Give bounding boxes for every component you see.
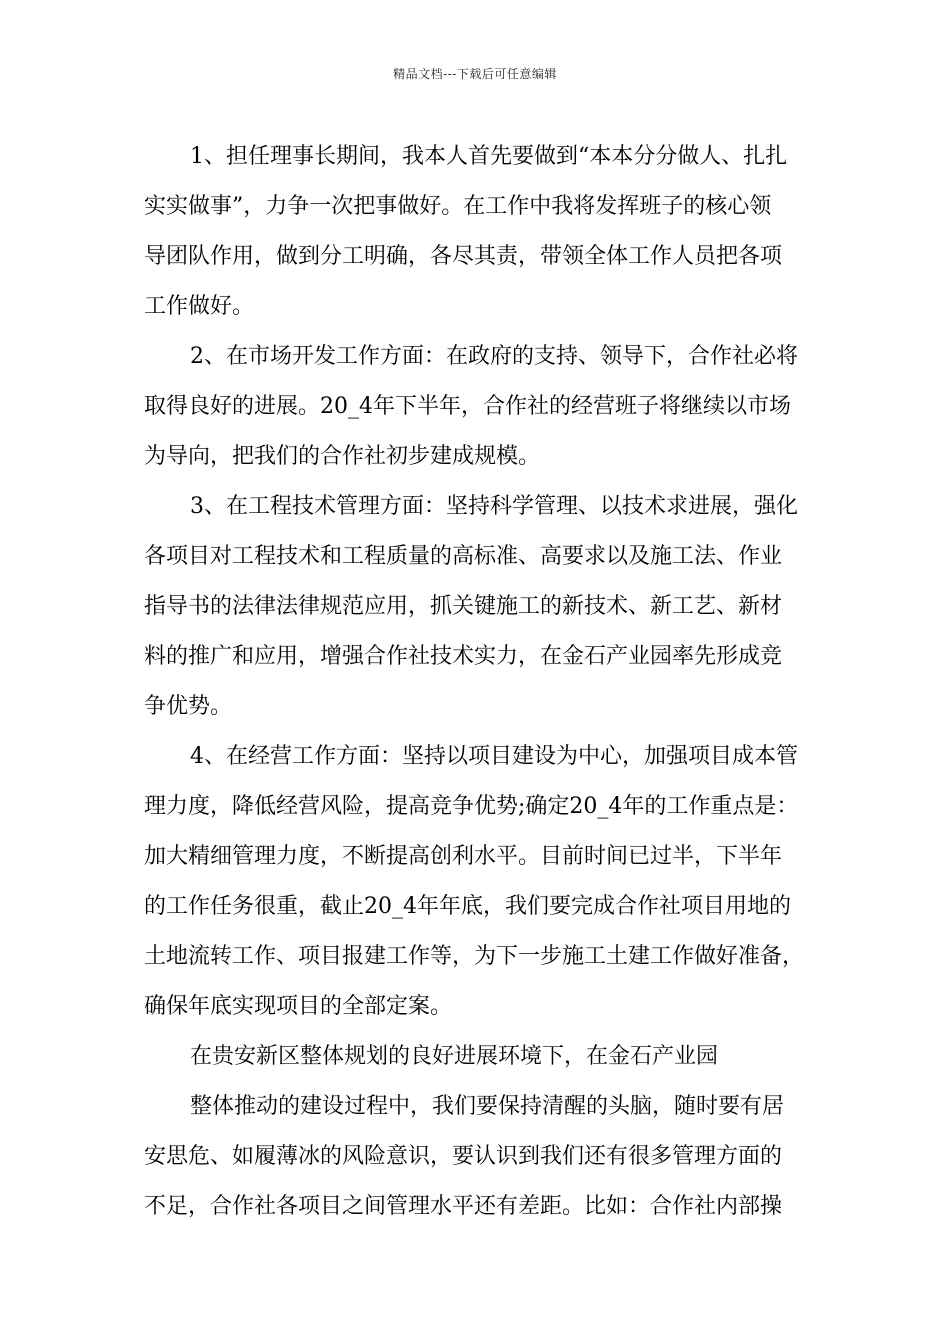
text-line: 4、在经营工作方面：坚持以项目建设为中心，加强项目成本管 xyxy=(190,744,798,769)
text-line: 导团队作用，做到分工明确，各尽其责，带领全体工作人员把各项 xyxy=(144,244,783,269)
text-line: 确保年底实现项目的全部定案。 xyxy=(144,994,453,1019)
text-line: 加大精细管理力度，不断提高创利水平。目前时间已过半，下半年 xyxy=(144,844,783,869)
paragraph-4 xyxy=(144,732,824,1032)
paragraph-1 xyxy=(144,132,824,332)
text-line: 土地流转工作、项目报建工作等，为下一步施工土建工作做好准备， xyxy=(144,944,805,969)
text-line: 1、担任理事长期间，我本人首先要做到“本本分分做人、扎扎 xyxy=(190,144,788,169)
paragraph-5 xyxy=(144,1032,824,1082)
text-line: 争优势。 xyxy=(144,694,233,719)
text-line: 2、在市场开发工作方面：在政府的支持、领导下，合作社必将 xyxy=(190,344,798,369)
text-line: 为导向，把我们的合作社初步建成规模。 xyxy=(144,444,541,469)
page-header: 精品文档---下载后可任意编辑 xyxy=(393,67,557,81)
text-line: 取得良好的进展。20_4年下半年，合作社的经营班子将继续以市场 xyxy=(144,394,791,419)
document-body xyxy=(144,132,824,1232)
text-line: 整体推动的建设过程中，我们要保持清醒的头脑，随时要有居 xyxy=(190,1094,785,1119)
text-line: 指导书的法律法律规范应用，抓关键施工的新技术、新工艺、新材 xyxy=(144,594,783,619)
text-line: 实实做事”，力争一次把事做好。在工作中我将发挥班子的核心领 xyxy=(144,194,772,219)
text-line: 工作做好。 xyxy=(144,294,255,319)
text-line: 理力度，降低经营风险，提高竞争优势;确定20_4年的工作重点是： xyxy=(144,794,799,819)
text-line: 3、在工程技术管理方面：坚持科学管理、以技术求进展，强化 xyxy=(190,494,798,519)
text-line: 的工作任务很重，截止20_4年年底，我们要完成合作社项目用地的 xyxy=(144,894,791,919)
text-line: 各项目对工程技术和工程质量的高标准、高要求以及施工法、作业 xyxy=(144,544,783,569)
text-line: 安思危、如履薄冰的风险意识，要认识到我们还有很多管理方面的 xyxy=(144,1144,783,1169)
paragraph-3 xyxy=(144,482,824,732)
paragraph-2 xyxy=(144,332,824,482)
paragraph-6 xyxy=(144,1082,824,1232)
text-line: 在贵安新区整体规划的良好进展环境下，在金石产业园 xyxy=(190,1044,719,1069)
text-line: 不足，合作社各项目之间管理水平还有差距。比如：合作社内部操 xyxy=(144,1194,783,1219)
text-line: 料的推广和应用，增强合作社技术实力，在金石产业园率先形成竞 xyxy=(144,644,783,669)
